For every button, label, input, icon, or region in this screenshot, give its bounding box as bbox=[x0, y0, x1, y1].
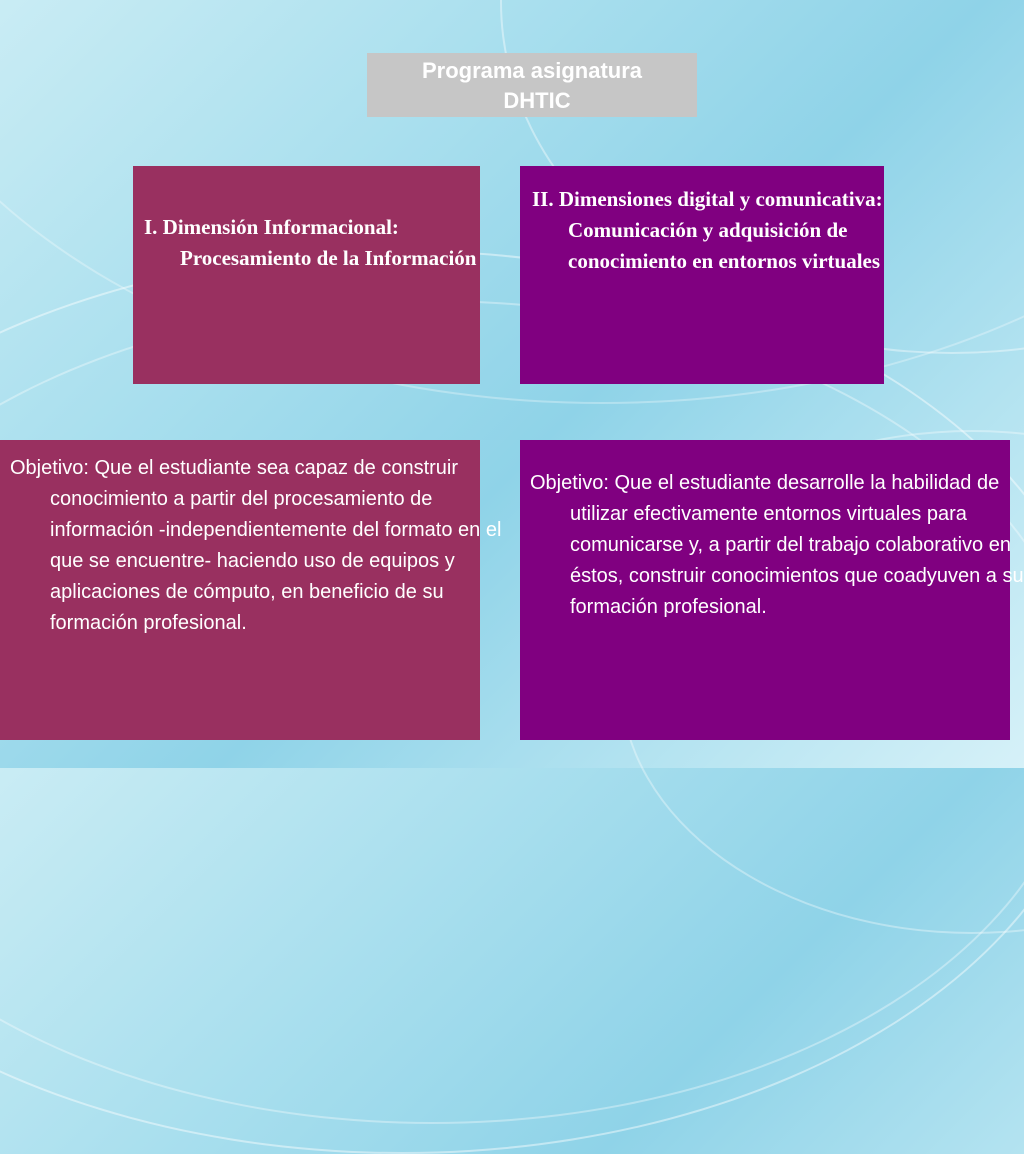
dimension-digital-box bbox=[520, 166, 884, 384]
dimension-digital-text: II. Dimensiones digital y comunicativa: Comunicación y adquisición de conocimiento en entornos virtuales bbox=[532, 187, 883, 273]
slide-title-line1: Programa asignatura bbox=[421, 58, 643, 83]
dimension-informacional-box bbox=[133, 166, 480, 384]
objective-informacional-text: Objetivo: Que el estudiante sea capaz de construir conocimiento a partir del procesamiento de información -independientemente del formato en el que se encuentre- haciendo uso de equipos y aplicaciones de cómputo, en beneficio de su formación profesional. bbox=[10, 457, 502, 634]
objective-informacional-box bbox=[0, 440, 502, 740]
dimension-informacional-text: I. Dimensión Informacional: Procesamiento de la Información bbox=[144, 215, 477, 270]
slide-title-line2: DHTIC bbox=[503, 88, 571, 113]
slide-title-box bbox=[367, 53, 697, 117]
objective-digital-box bbox=[520, 440, 1024, 740]
objective-digital-text: Objetivo: Que el estudiante desarrolle la habilidad de utilizar efectivamente entornos virtuales para comunicarse y, a partir del trabajo colaborativo en éstos, construir conocimientos que coadyuven a su formación profesional. bbox=[530, 472, 1024, 618]
